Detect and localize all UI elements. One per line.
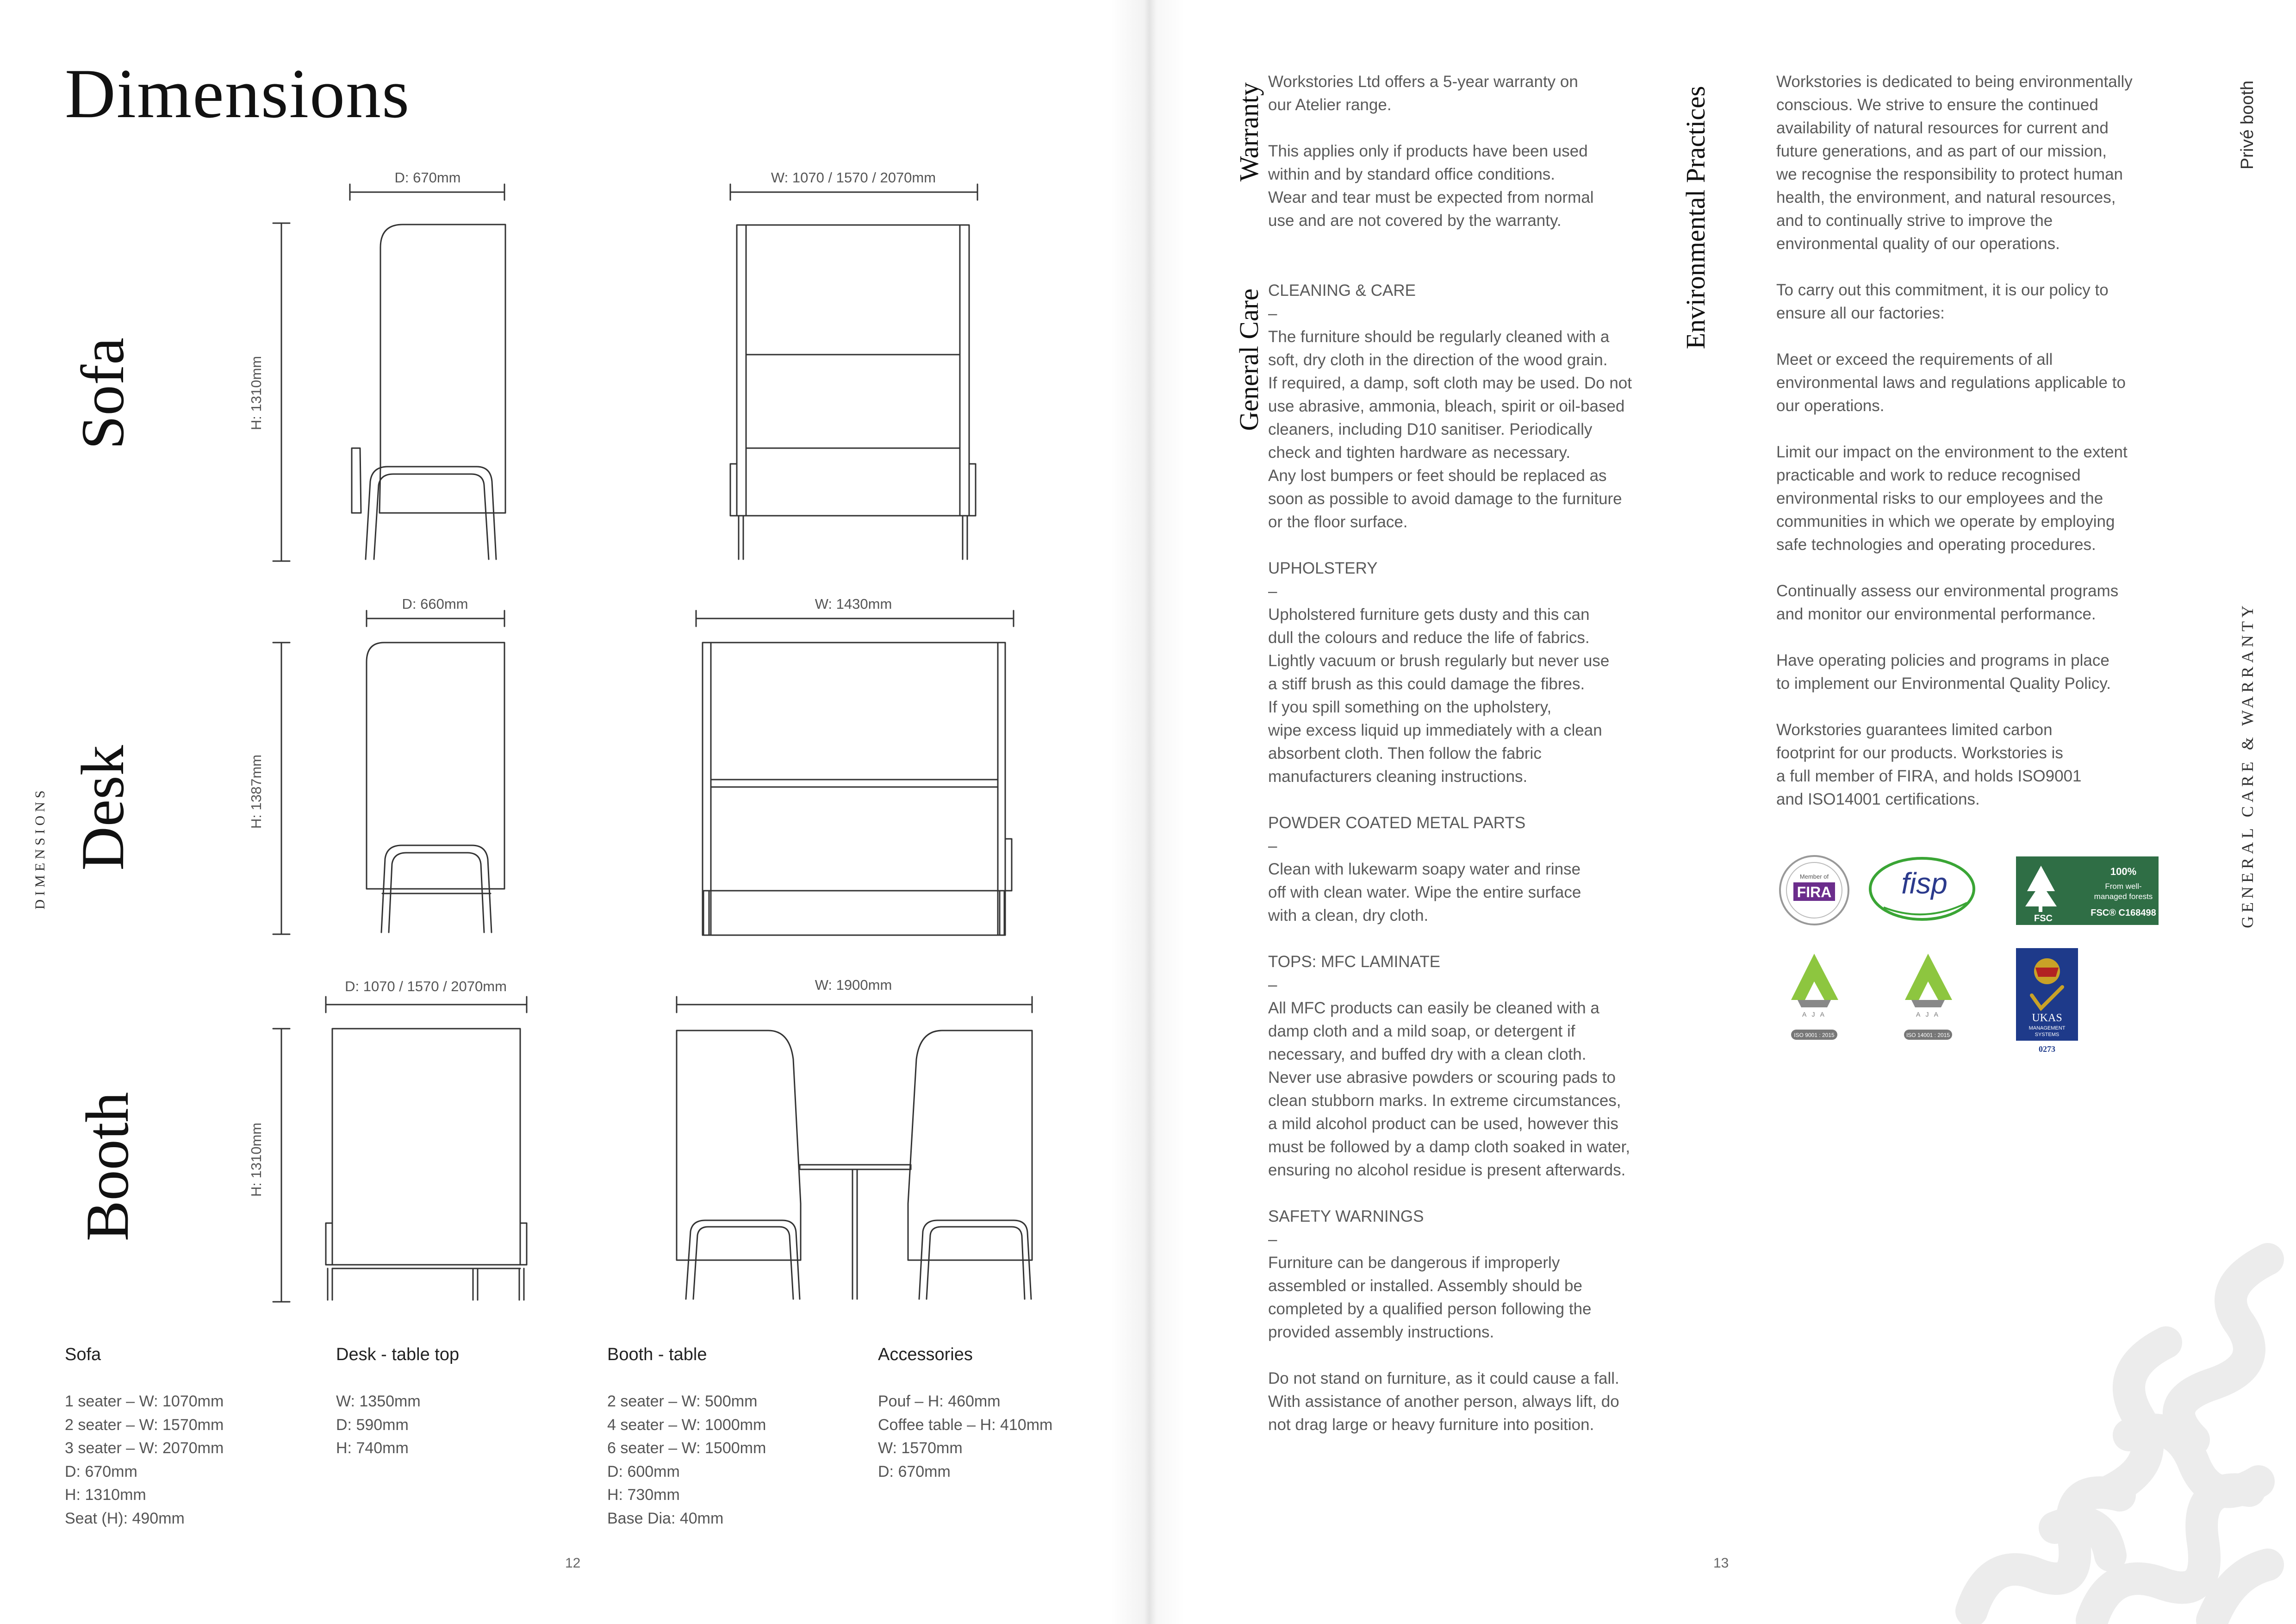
text-line: Furniture can be dangerous if improperly (1268, 1254, 1560, 1272)
spec-heading: Desk - table top (336, 1345, 460, 1364)
text-line: cleaners, including D10 sanitiser. Periodically (1268, 420, 1593, 438)
page-number: 13 (1713, 1555, 1729, 1571)
text-line: practicable and work to reduce recognised (1776, 466, 2081, 484)
booth-side-drawing (273, 997, 527, 1302)
text-line: off with clean water. Wipe the entire surface (1268, 883, 1581, 901)
spec-heading: Sofa (65, 1345, 101, 1364)
dash: – (1268, 582, 1277, 600)
text-line: Any lost bumpers or feet should be replaced as (1268, 467, 1607, 485)
text-line: a stiff brush as this could damage the fibres. (1268, 675, 1585, 693)
spec-line: D: 670mm (878, 1462, 951, 1480)
aja1-text: ISO 9001 : 2015 (1794, 1032, 1835, 1038)
dash: – (1268, 305, 1277, 323)
dash: – (1268, 1230, 1277, 1249)
desk-height-label: H: 1387mm (248, 754, 264, 829)
sofa-depth-label: D: 670mm (394, 169, 461, 186)
text-line: soft, dry cloth in the direction of the wood grain. (1268, 351, 1608, 369)
text-line: Do not stand on furniture, as it could cause a fall. (1268, 1369, 1619, 1387)
text-line: environmental laws and regulations applicable to (1776, 374, 2126, 392)
desk-width-label: W: 1430mm (815, 596, 892, 612)
fisp-name-text: fisp (1901, 867, 1948, 900)
text-line: environmental risks to our employees and the (1776, 489, 2103, 507)
text-line: necessary, and buffed dry with a clean cloth. (1268, 1045, 1587, 1063)
text-line: Limit our impact on the environment to the extent (1776, 443, 2128, 461)
desk-depth-label: D: 660mm (402, 596, 468, 612)
aja-iso14001-logo (1904, 954, 1952, 1040)
text-line: damp cloth and a mild soap, or detergent if (1268, 1022, 1575, 1040)
text-line: and monitor our environmental performance. (1776, 605, 2096, 623)
text-line: Clean with lukewarm soapy water and rinse (1268, 860, 1581, 878)
right-page (1148, 0, 2296, 1624)
text-line: we recognise the responsibility to protect human (1776, 165, 2123, 183)
ukas-code-text: 0273 (2039, 1044, 2055, 1054)
booth-height-label: H: 1310mm (248, 1122, 264, 1197)
text-line: or the floor surface. (1268, 513, 1408, 531)
fsc-brand-text: FSC (2034, 913, 2053, 924)
general-care-label: General Care (1234, 288, 1264, 431)
text-line: Never use abrasive powders or scouring pads to (1268, 1068, 1616, 1087)
text-line: absorbent cloth. Then follow the fabric (1268, 744, 1542, 762)
text-line: not drag large or heavy furniture into position. (1268, 1416, 1594, 1434)
svg-text:A J A: A J A (1802, 1011, 1826, 1018)
spine-shadow (1111, 0, 1185, 1624)
fira-logo (1780, 856, 1848, 924)
spec-line: 1 seater – W: 1070mm (65, 1393, 224, 1410)
row-label-sofa: Sofa (68, 337, 137, 450)
text-line: conscious. We strive to ensure the continued (1776, 96, 2098, 114)
row-label-booth: Booth (73, 1092, 141, 1242)
sofa-front-drawing (730, 184, 977, 559)
spec-line: 3 seater – W: 2070mm (65, 1439, 224, 1457)
dash: – (1268, 837, 1277, 855)
section-heading: TOPS: MFC LAMINATE (1268, 953, 1441, 971)
fira-member-text: Member of (1799, 873, 1829, 880)
text-line: with a clean, dry cloth. (1268, 906, 1429, 924)
text-line: If required, a damp, soft cloth may be used. Do not (1268, 374, 1632, 392)
spec-line: D: 600mm (607, 1462, 680, 1480)
text-line: If you spill something on the upholstery, (1268, 698, 1552, 716)
text-line: environmental quality of our operations. (1776, 235, 2060, 253)
booth-depth-label: D: 1070 / 1570 / 2070mm (345, 978, 507, 994)
text-line: ensure all our factories: (1776, 304, 1945, 322)
aja2-text: ISO 14001 : 2015 (1906, 1032, 1950, 1038)
text-line: Meet or exceed the requirements of all (1776, 350, 2053, 369)
spec-line: 2 seater – W: 1570mm (65, 1416, 224, 1434)
page-title: Dimensions (65, 55, 411, 132)
warranty-label: Warranty (1234, 82, 1264, 182)
text-line: to implement our Environmental Quality Policy. (1776, 675, 2111, 693)
spec-line: H: 1310mm (65, 1486, 146, 1504)
text-line: communities in which we operate by employing (1776, 512, 2115, 531)
text-line: Lightly vacuum or brush regularly but never use (1268, 652, 1610, 670)
text-line: All MFC products can easily be cleaned with a (1268, 999, 1599, 1017)
svg-text:A J A: A J A (1916, 1011, 1940, 1018)
text-line: our Atelier range. (1268, 96, 1392, 114)
text-line: must be followed by a damp cloth soaked in water, (1268, 1138, 1630, 1156)
text-line: completed by a qualified person following the (1268, 1300, 1592, 1318)
ukas-sub1-text: MANAGEMENT (2028, 1025, 2066, 1031)
spec-line: W: 1570mm (878, 1439, 963, 1457)
spec-col-sofa (65, 1345, 324, 1530)
spec-col-accessories (878, 1345, 1137, 1483)
spec-heading: Booth - table (607, 1345, 707, 1364)
text-line: With assistance of another person, always lift, do (1268, 1393, 1619, 1411)
text-line: use abrasive, ammonia, bleach, spirit or oil-based (1268, 397, 1625, 415)
section-heading: SAFETY WARNINGS (1268, 1207, 1424, 1225)
text-line: within and by standard office conditions. (1268, 165, 1556, 183)
spec-line: 6 seater – W: 1500mm (607, 1439, 766, 1457)
text-line: wipe excess liquid up immediately with a clean (1268, 721, 1602, 739)
general-care-warranty-side-label: GENERAL CARE & WARRANTY (2238, 602, 2257, 928)
desk-side-drawing (273, 611, 504, 934)
text-line: future generations, and as part of our mission, (1776, 142, 2107, 160)
section-heading: UPHOLSTERY (1268, 559, 1378, 577)
spec-line: H: 740mm (336, 1439, 409, 1457)
spec-col-desk (336, 1345, 595, 1460)
spec-line: H: 730mm (607, 1486, 680, 1504)
desk-front-drawing (696, 611, 1014, 935)
text-line: assembled or installed. Assembly should be (1268, 1277, 1582, 1295)
prive-booth-label: Privé booth (2238, 80, 2257, 170)
fsc-code-text: FSC® C168498 (2091, 908, 2156, 918)
spec-heading: Accessories (878, 1345, 973, 1364)
text-line: health, the environment, and natural resources, (1776, 188, 2116, 206)
text-line: This applies only if products have been used (1268, 142, 1588, 160)
fsc-pct-text: 100% (2110, 866, 2137, 877)
text-line: check and tighten hardware as necessary. (1268, 443, 1571, 462)
text-line: availability of natural resources for current and (1776, 119, 2109, 137)
side-label-dimensions: DIMENSIONS (32, 787, 48, 910)
booth-width-label: W: 1900mm (815, 977, 892, 993)
fisp-logo (1870, 858, 1974, 919)
page-number: 12 (565, 1555, 581, 1571)
fsc-line2-text: managed forests (2094, 892, 2153, 901)
spec-line: 4 seater – W: 1000mm (607, 1416, 766, 1434)
text-line: clean stubborn marks. In extreme circumstances, (1268, 1092, 1621, 1110)
section-heading: CLEANING & CARE (1268, 281, 1416, 300)
text-line: and ISO14001 certifications. (1776, 790, 1980, 808)
sofa-width-label: W: 1070 / 1570 / 2070mm (771, 169, 936, 186)
text-line: a mild alcohol product can be used, however this (1268, 1115, 1618, 1133)
fira-name-text: FIRA (1797, 884, 1832, 900)
text-line: a full member of FIRA, and holds ISO9001 (1776, 767, 2082, 785)
text-line: manufacturers cleaning instructions. (1268, 768, 1528, 786)
text-line: Have operating policies and programs in place (1776, 651, 2109, 669)
sofa-height-label: H: 1310mm (248, 356, 264, 431)
environmental-practices-label: Environmental Practices (1680, 86, 1711, 350)
sofa-side-drawing (273, 184, 505, 561)
text-line: footprint for our products. Workstories is (1776, 744, 2063, 762)
text-line: use and are not covered by the warranty. (1268, 212, 1562, 230)
text-line: dull the colours and reduce the life of fabrics. (1268, 629, 1590, 647)
ukas-logo (2016, 948, 2078, 1054)
text-line: Continually assess our environmental programs (1776, 582, 2119, 600)
fsc-line1-text: From well- (2105, 882, 2142, 891)
aja-iso9001-logo (1791, 954, 1838, 1040)
text-line: provided assembly instructions. (1268, 1323, 1494, 1341)
spec-line: D: 590mm (336, 1416, 409, 1434)
text-line: safe technologies and operating procedures. (1776, 536, 2096, 554)
spec-line: Base Dia: 40mm (607, 1509, 724, 1527)
text-line: soon as possible to avoid damage to the furniture (1268, 490, 1622, 508)
text-line: To carry out this commitment, it is our policy to (1776, 281, 2109, 299)
ukas-name-text: UKAS (2032, 1012, 2062, 1024)
text-line: Workstories guarantees limited carbon (1776, 721, 2053, 739)
spec-line: Coffee table – H: 410mm (878, 1416, 1053, 1434)
booth-front-drawing (677, 997, 1032, 1299)
section-heading: POWDER COATED METAL PARTS (1268, 814, 1526, 832)
text-line: Workstories is dedicated to being environmentally (1776, 73, 2133, 91)
dash: – (1268, 976, 1277, 994)
fsc-logo (2016, 856, 2159, 925)
spec-line: Pouf – H: 460mm (878, 1393, 1001, 1410)
spec-line: Seat (H): 490mm (65, 1509, 185, 1527)
text-line: The furniture should be regularly cleaned with a (1268, 328, 1610, 346)
text-line: ensuring no alcohol residue is present afterwards. (1268, 1161, 1626, 1179)
text-line: Workstories Ltd offers a 5-year warranty on (1268, 73, 1578, 91)
spec-col-booth (607, 1345, 866, 1530)
spec-line: W: 1350mm (336, 1393, 421, 1410)
row-label-desk: Desk (68, 745, 137, 871)
text-line: and to continually strive to improve the (1776, 212, 2053, 230)
text-line: our operations. (1776, 397, 1885, 415)
spec-line: D: 670mm (65, 1462, 137, 1480)
ukas-sub2-text: SYSTEMS (2035, 1032, 2060, 1037)
certification-logos (1148, 0, 2296, 1624)
text-line: Wear and tear must be expected from normal (1268, 188, 1594, 206)
text-line: Upholstered furniture gets dusty and this can (1268, 606, 1590, 624)
spec-line: 2 seater – W: 500mm (607, 1393, 758, 1410)
